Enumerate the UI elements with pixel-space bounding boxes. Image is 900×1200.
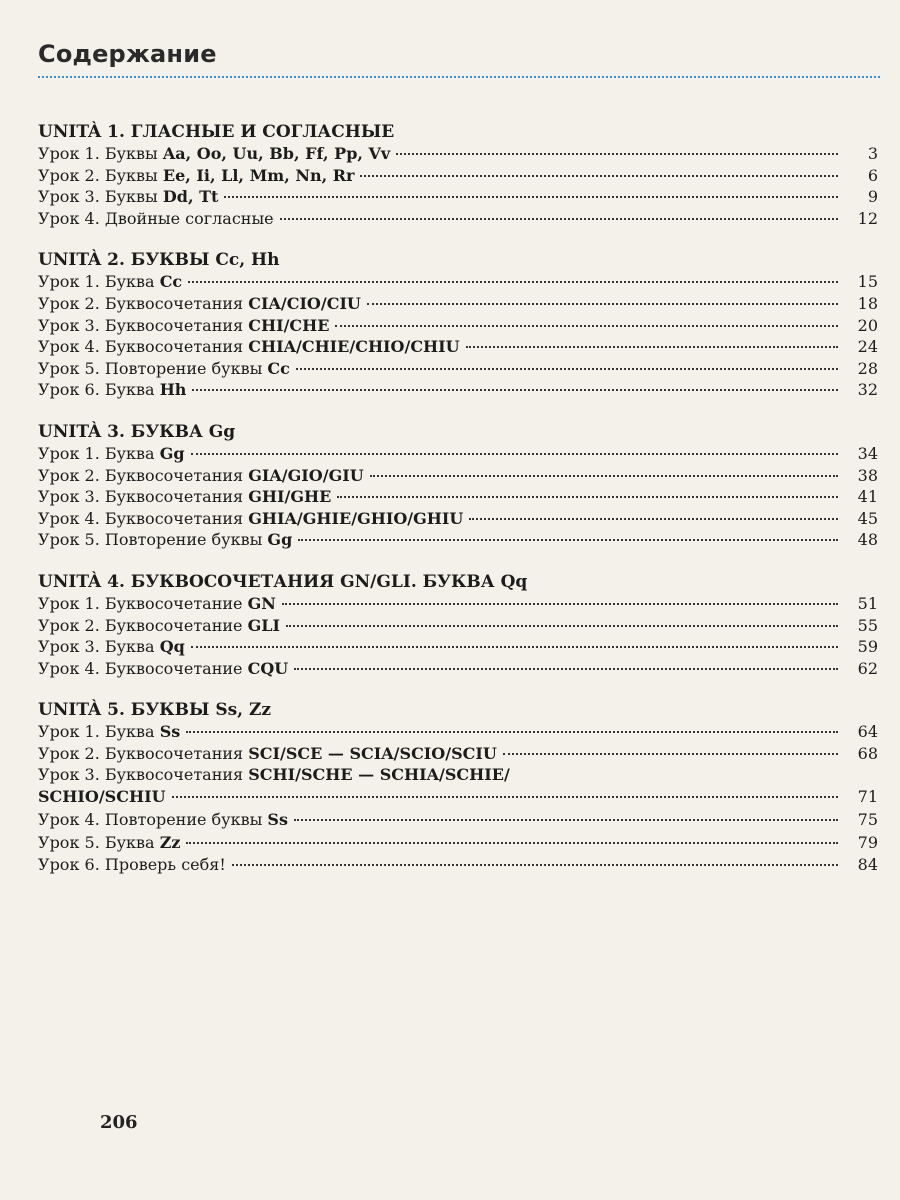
toc-entry[interactable] — [38, 208, 878, 230]
unit-title: UNITÀ 1. ГЛАСНЫЕ И СОГЛАСНЫЕ — [38, 122, 395, 142]
toc-entry[interactable] — [38, 658, 878, 680]
entry-letters: GLI — [247, 615, 281, 635]
entry-label — [38, 832, 180, 854]
entry-page: 79 — [857, 833, 878, 853]
entry-letters: Dd, Tt — [162, 187, 219, 207]
entry-prefix: Урок 3. Буквосочетания — [38, 315, 249, 335]
entry-label — [38, 271, 182, 293]
entry-prefix: Урок 5. Буква — [38, 833, 160, 853]
entry-letters: GIA/GIO/GIU — [248, 465, 364, 485]
entry-label — [38, 721, 180, 743]
entry-letters: CHIA/CHIE/CHIO/CHIU — [248, 337, 460, 357]
entry-prefix: Урок 2. Буквосочетания — [38, 465, 249, 485]
entry-prefix: Урок 4. Буквосочетание — [38, 658, 248, 678]
entry-page: 59 — [857, 637, 878, 657]
entry-letters: Zz — [159, 833, 181, 853]
leader-dots — [186, 842, 838, 844]
leader-dots — [396, 153, 838, 155]
entry-page: 71 — [857, 787, 878, 807]
entry-label — [38, 358, 290, 380]
entry-label — [38, 658, 288, 680]
entry-letters: GHIA/GHIE/GHIO/GHIU — [248, 508, 464, 528]
leader-dots — [232, 864, 838, 866]
entry-page: 48 — [857, 530, 878, 550]
entry-page: 84 — [857, 854, 878, 874]
entry-label — [38, 854, 226, 876]
unit-title: UNITÀ 5. БУКВЫ Ss, Zz — [38, 700, 272, 721]
entry-page: 9 — [867, 187, 878, 207]
entry-page: 12 — [857, 208, 878, 228]
entry-prefix: Урок 4. Двойные согласные — [38, 208, 274, 228]
unit-5 — [38, 700, 878, 875]
leader-dots — [186, 731, 838, 733]
toc-entry[interactable] — [38, 508, 878, 530]
entry-page: 28 — [857, 358, 878, 378]
entry-letters: Ee, Ii, Ll, Mm, Nn, Rr — [162, 165, 355, 185]
entry-prefix: Урок 1. Буквосочетание — [38, 593, 248, 613]
unit-title: UNITÀ 2. БУКВЫ Cc, Hh — [38, 250, 280, 271]
leader-dots — [172, 796, 838, 798]
toc-entry[interactable] — [38, 293, 878, 315]
entry-label — [38, 336, 460, 358]
entry-page: 34 — [857, 443, 878, 463]
leader-dots — [466, 346, 838, 348]
page-header — [38, 40, 880, 68]
entry-letters: CQU — [247, 658, 289, 678]
entry-letters: SCI/SCE — SCIA/SCIO/SCIU — [248, 743, 497, 763]
leader-dots — [370, 475, 838, 477]
entry-label — [38, 315, 329, 337]
entry-label — [38, 293, 361, 315]
entry-prefix: Урок 4. Буквосочетания — [38, 337, 249, 357]
toc-entry[interactable] — [38, 271, 878, 293]
entry-letters: Hh — [159, 380, 187, 400]
unit-2 — [38, 250, 878, 401]
entry-prefix: Урок 2. Буквосочетания — [38, 293, 249, 313]
entry-page: 75 — [857, 809, 878, 829]
toc-entry[interactable] — [38, 615, 878, 637]
entry-page: 20 — [857, 315, 878, 335]
leader-dots — [469, 518, 838, 520]
entry-prefix: Урок 3. Буквы — [38, 187, 163, 207]
entry-page: 18 — [857, 293, 878, 313]
toc-entry-first-line[interactable] — [38, 764, 878, 786]
toc-entry[interactable] — [38, 636, 878, 658]
page-title: Содержание — [38, 40, 217, 68]
entry-label — [38, 743, 497, 765]
entry-label — [38, 443, 185, 465]
entry-prefix: Урок 2. Буквосочетания — [38, 743, 249, 763]
entry-page: 15 — [857, 272, 878, 292]
page-number: 206 — [100, 1112, 138, 1133]
toc-entry[interactable] — [38, 721, 878, 743]
leader-dots — [282, 603, 838, 605]
entry-page: 38 — [857, 465, 878, 485]
entry-label — [38, 208, 274, 230]
toc-entry[interactable] — [38, 443, 878, 465]
leader-dots — [294, 668, 838, 670]
entry-prefix: Урок 6. Буква — [38, 380, 160, 400]
entry-label — [38, 786, 166, 808]
toc-entry[interactable] — [38, 743, 878, 765]
toc-entry[interactable] — [38, 809, 878, 831]
unit-4 — [38, 572, 878, 679]
toc-entry[interactable] — [38, 358, 878, 380]
entry-letters: Ss — [267, 809, 288, 829]
leader-dots — [191, 453, 838, 455]
toc-entry[interactable] — [38, 315, 878, 337]
entry-label — [38, 379, 186, 401]
entry-letters: Cc — [159, 272, 183, 292]
table-of-contents — [38, 122, 878, 896]
entry-letters: Gg — [159, 443, 185, 463]
entry-page: 68 — [857, 743, 878, 763]
toc-entry[interactable] — [38, 143, 878, 165]
entry-letters: Cc — [267, 358, 290, 378]
toc-entry[interactable] — [38, 832, 878, 854]
leader-dots — [335, 325, 838, 327]
entry-label — [38, 508, 463, 530]
leader-dots — [503, 753, 838, 755]
entry-label — [38, 486, 331, 508]
toc-entry[interactable] — [38, 465, 878, 487]
leader-dots — [192, 389, 838, 391]
entry-label — [38, 143, 390, 165]
entry-page: 64 — [857, 722, 878, 742]
entry-label — [38, 636, 185, 658]
entry-label — [38, 615, 280, 637]
toc-entry[interactable] — [38, 593, 878, 615]
entry-page: 41 — [857, 487, 878, 507]
entry-page: 3 — [867, 144, 878, 163]
entry-label — [38, 593, 276, 615]
entry-letters: Ss — [159, 722, 181, 742]
entry-page: 6 — [867, 165, 878, 185]
unit-3 — [38, 422, 878, 551]
entry-letters: CIA/CIO/CIU — [248, 293, 361, 313]
toc-entry[interactable] — [38, 379, 878, 401]
toc-entry[interactable] — [38, 529, 878, 551]
toc-entry[interactable] — [38, 186, 878, 208]
entry-page: 51 — [857, 593, 878, 613]
entry-prefix: Урок 1. Буква — [38, 722, 160, 742]
title-dotted-rule — [38, 76, 880, 78]
entry-letters: CHI/CHE — [248, 315, 330, 335]
entry-letters: GN — [247, 593, 276, 613]
entry-label — [38, 186, 218, 208]
entry-prefix: Урок 4. Буквосочетания — [38, 508, 249, 528]
toc-entry[interactable] — [38, 854, 878, 876]
entry-prefix: Урок 2. Буквы — [38, 165, 163, 185]
entry-label — [38, 529, 292, 551]
leader-dots — [298, 539, 838, 541]
entry-prefix: Урок 2. Буквосочетание — [38, 615, 248, 635]
entry-page: 24 — [857, 337, 878, 357]
entry-letters: Qq — [159, 637, 185, 657]
entry-letters: GHI/GHE — [248, 487, 332, 507]
leader-dots — [337, 496, 838, 498]
leader-dots — [367, 303, 838, 305]
entry-prefix: Урок 6. Проверь себя! — [38, 854, 226, 874]
entry-letters-continued: SCHIO/SCHIU — [38, 787, 166, 807]
unit-title: UNITÀ 3. БУКВА Gg — [38, 421, 236, 442]
entry-label — [38, 465, 364, 487]
leader-dots — [294, 819, 838, 821]
entry-prefix: Урок 5. Повторение буквы — [38, 358, 268, 378]
leader-dots — [188, 281, 838, 283]
entry-letters: SCHI/SCHE — SCHIA/SCHIE/ — [248, 765, 510, 785]
entry-prefix: Урок 1. Буква — [38, 272, 160, 292]
entry-page: 45 — [857, 508, 878, 528]
entry-page: 55 — [857, 615, 878, 635]
leader-dots — [296, 368, 838, 370]
entry-prefix: Урок 3. Буква — [38, 637, 160, 657]
unit-title: UNITÀ 4. БУКВОСОЧЕТАНИЯ GN/GLI. БУКВА Qq — [38, 571, 528, 592]
entry-letters: Aa, Oo, Uu, Bb, Ff, Pp, Vv — [162, 144, 391, 163]
leader-dots — [360, 175, 838, 177]
entry-label — [38, 165, 354, 187]
entry-letters: Gg — [267, 530, 293, 550]
entry-prefix: Урок 3. Буквосочетания — [38, 765, 249, 785]
entry-prefix: Урок 1. Буквы — [38, 144, 163, 163]
entry-page: 32 — [857, 380, 878, 400]
leader-dots — [280, 218, 838, 220]
leader-dots — [191, 646, 838, 648]
entry-label — [38, 809, 288, 831]
toc-entry[interactable] — [38, 165, 878, 187]
entry-prefix: Урок 3. Буквосочетания — [38, 487, 249, 507]
leader-dots — [224, 196, 838, 198]
entry-prefix: Урок 1. Буква — [38, 443, 160, 463]
entry-page: 62 — [857, 658, 878, 678]
toc-entry[interactable] — [38, 786, 878, 808]
unit-1 — [38, 122, 878, 229]
leader-dots — [286, 625, 838, 627]
entry-prefix: Урок 5. Повторение буквы — [38, 530, 268, 550]
entry-prefix: Урок 4. Повторение буквы — [38, 809, 268, 829]
toc-entry[interactable] — [38, 336, 878, 358]
toc-entry[interactable] — [38, 486, 878, 508]
